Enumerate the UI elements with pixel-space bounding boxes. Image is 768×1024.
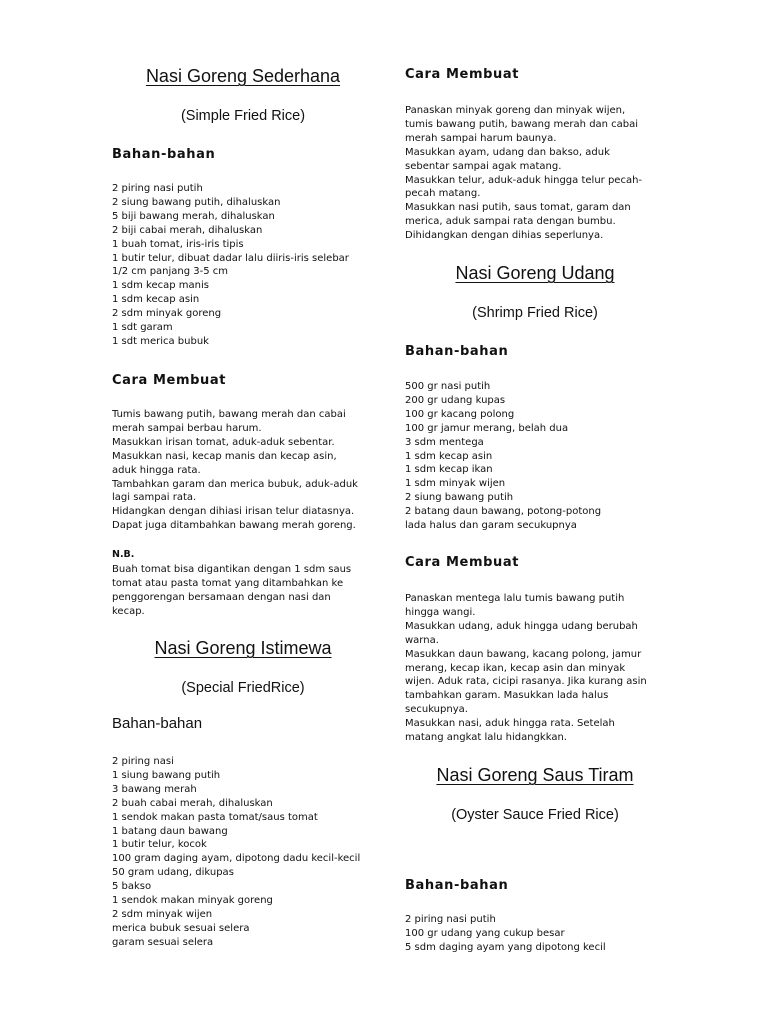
text-line: 1 sdm kecap ikan [405,464,493,476]
text-line: lada halus dan garam secukupnya [405,520,577,532]
ingredient-list-istimewa [112,755,360,950]
recipe-subtitle-saus-tiram: (Oyster Sauce Fried Rice) [451,807,619,823]
text-line: Masukkan nasi, kecap manis dan kecap asin, [112,450,337,462]
text-line: 5 sdm daging ayam yang dipotong kecil [405,941,606,953]
text-line: tomat atau pasta tomat yang ditambahkan ke [112,577,344,589]
text-line: Masukkan telur, aduk-aduk hingga telur pecah- [405,174,643,186]
text-line: 1 siung bawang putih [112,769,221,781]
recipe-subtitle-istimewa: (Special FriedRice) [181,680,305,696]
text-line: 2 biji cabai merah, dihaluskan [112,224,263,236]
text-line: 2 piring nasi putih [112,183,203,194]
text-line: 2 siung bawang putih [405,492,514,504]
nb-notes [112,563,351,619]
text-line: Buah tomat bisa digantikan dengan 1 sdm saus [112,564,352,575]
text-line: Panaskan mentega lalu tumis bawang putih [405,593,625,604]
text-line: aduk hingga rata. [112,464,201,476]
text-line: 2 sdm minyak goreng [112,308,222,320]
text-line: 100 gr kacang polong [405,408,515,420]
text-line: Tumis bawang putih, bawang merah dan cabai [112,409,346,420]
steps-list-sederhana [112,408,358,533]
text-line: garam sesuai selera [112,936,214,948]
recipe-title-udang: Nasi Goreng Udang [455,263,615,283]
cara-heading-udang: Cara Membuat [405,555,520,570]
text-line: Masukkan irisan tomat, aduk-aduk sebentar. [112,436,335,448]
recipe-title-sederhana: Nasi Goreng Sederhana [145,66,341,86]
text-line: secukupnya. [405,704,468,716]
text-line: 1 sendok makan pasta tomat/saus tomat [112,811,318,823]
recipe-title-saus-tiram: Nasi Goreng Saus Tiram [436,765,634,785]
text-line: 1 butir telur, kocok [112,839,207,851]
nb-heading: N.B. [112,549,135,560]
text-line: merah sampai harum baunya. [405,132,557,144]
text-line: Masukkan ayam, udang dan bakso, aduk [405,146,610,158]
text-line: wijen. Aduk rata, cicipi rasanya. Jika kurang asin [405,676,647,688]
text-line: matang angkat lalu hidangkkan. [405,732,567,744]
text-line: 1 sdm kecap asin [112,294,200,306]
text-line: tumis bawang putih, bawang merah dan cabai [405,118,639,130]
text-line: 1 buah tomat, iris-iris tipis [112,238,244,250]
steps-list-istimewa [405,104,642,243]
text-line: 100 gram daging ayam, dipotong dadu kecil-kecil [112,853,361,865]
text-line: 2 piring nasi putih [405,914,496,925]
text-line: 1/2 cm panjang 3-5 cm [112,266,229,278]
text-line: kecap. [112,605,145,617]
ingredient-list-saus-tiram [405,913,606,955]
text-line: merica bubuk sesuai selera [112,922,250,934]
cara-heading-istimewa: Cara Membuat [405,67,520,82]
text-line: Dihidangkan dengan dihias seperlunya. [405,230,604,242]
text-line: 100 gr udang yang cukup besar [405,927,565,939]
text-line: Masukkan nasi, aduk hingga rata. Setelah [405,718,615,730]
text-line: merang, kecap ikan, kecap asin dan minyak [405,662,626,674]
steps-list-udang [405,592,647,745]
text-line: 2 piring nasi [112,756,174,767]
text-line: Masukkan daun bawang, kacang polong, jamur [405,648,642,660]
text-line: sebentar sampai agak matang. [405,160,562,172]
bahan-heading-saus-tiram: Bahan-bahan [405,878,509,893]
text-line: 1 sdm kecap asin [405,450,493,462]
text-line: Masukkan udang, aduk hingga udang berubah [405,620,638,632]
text-line: 500 gr nasi putih [405,381,491,392]
text-line: warna. [405,634,439,646]
bahan-heading-udang: Bahan-bahan [405,344,509,359]
text-line: 1 butir telur, dibuat dadar lalu diiris-iris selebar [112,252,349,264]
text-line: Tambahkan garam dan merica bubuk, aduk-aduk [112,478,358,490]
cara-heading-sederhana: Cara Membuat [112,373,227,388]
text-line: Dapat juga ditambahkan bawang merah goreng. [112,520,356,532]
text-line: 2 batang daun bawang, potong-potong [405,506,602,518]
text-line: 1 sdm minyak wijen [405,478,506,490]
bahan-heading-sederhana: Bahan-bahan [112,147,216,162]
recipe-subtitle-udang: (Shrimp Fried Rice) [472,305,598,321]
recipe-subtitle-sederhana: (Simple Fried Rice) [180,108,306,124]
text-line: merica, aduk sampai rata dengan bumbu. [405,216,616,228]
ingredient-list-udang [405,380,601,533]
recipe-title-istimewa: Nasi Goreng Istimewa [154,638,332,658]
text-line: tambahkan garam. Masukkan lada halus [405,690,609,702]
ingredient-list-sederhana [112,182,349,349]
text-line: Hidangkan dengan dihiasi irisan telur diatasnya. [112,506,355,518]
text-line: 1 sdt merica bubuk [112,335,209,347]
text-line: lagi sampai rata. [112,492,197,504]
text-line: 3 bawang merah [112,783,197,795]
text-line: 1 sdm kecap manis [112,280,209,292]
text-line: hingga wangi. [405,606,476,618]
text-line: 1 sdt garam [112,322,173,334]
text-line: 5 bakso [112,881,152,893]
text-line: Masukkan nasi putih, saus tomat, garam dan [405,202,631,214]
text-line: penggorengan bersamaan dengan nasi dan [112,591,331,603]
text-line: merah sampai berbau harum. [112,422,262,434]
text-line: 1 batang daun bawang [112,825,228,837]
text-line: 5 biji bawang merah, dihaluskan [112,210,275,222]
text-line: 1 sendok makan minyak goreng [112,895,273,907]
text-line: 200 gr udang kupas [405,394,506,406]
text-line: 50 gram udang, dikupas [112,867,234,879]
text-line: 2 siung bawang putih, dihaluskan [112,196,281,208]
text-line: pecah matang. [405,188,481,200]
text-line: Panaskan minyak goreng dan minyak wijen, [405,105,626,116]
bahan-heading-istimewa: Bahan-bahan [112,715,203,732]
text-line: 2 buah cabai merah, dihaluskan [112,797,273,809]
text-line: 3 sdm mentega [405,436,484,448]
text-line: 100 gr jamur merang, belah dua [405,422,569,434]
text-line: 2 sdm minyak wijen [112,908,213,920]
